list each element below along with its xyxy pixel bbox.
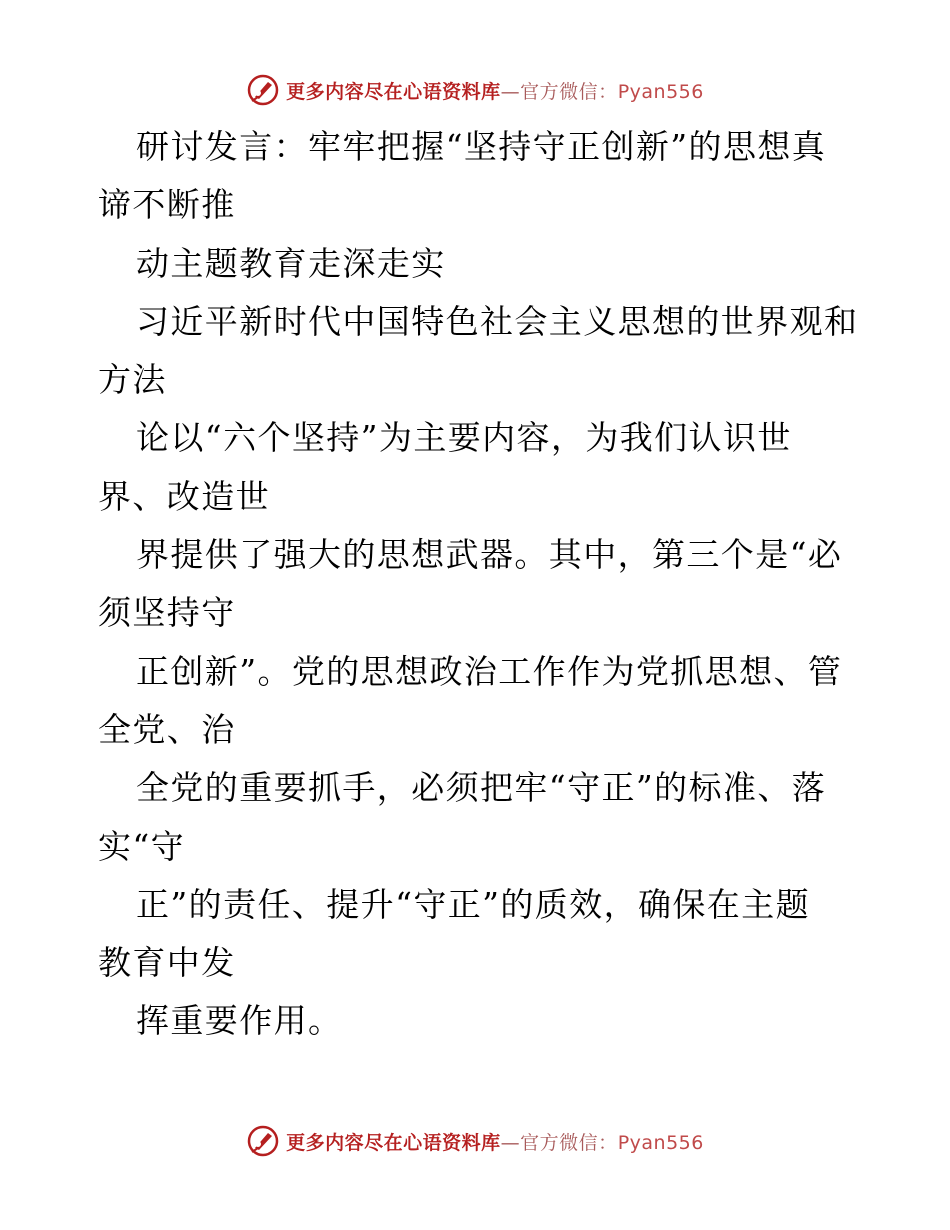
text-line: 论以“六个坚持”为主要内容，为我们认识世 — [136, 418, 792, 458]
watermark-wechat-id: Pyan556 — [617, 80, 704, 103]
text-line: 教育中发 — [98, 943, 236, 983]
watermark-wechat-label: 官方微信： — [520, 80, 618, 103]
text-line: 习近平新时代中国特色社会主义思想的世界观和 — [136, 301, 859, 341]
text-line: 研讨发言：牢牢把握“坚持守正创新”的思想真 — [136, 127, 827, 166]
text-line: 正创新”。党的思想政治工作作为党抓思想、管 — [136, 651, 843, 691]
watermark-site-text: 更多内容尽在心语资料库 — [286, 80, 501, 103]
header-watermark — [0, 70, 950, 110]
footer-watermark — [0, 1121, 950, 1161]
watermark-text — [286, 1128, 704, 1155]
text-line: 实“守 — [98, 826, 186, 866]
document-body — [98, 118, 858, 1051]
text-line: 谛不断推 — [98, 185, 236, 225]
watermark-separator: — — [500, 1131, 521, 1154]
text-line: 方法 — [98, 360, 167, 400]
quill-logo-icon — [246, 73, 280, 107]
text-line: 须坚持守 — [98, 593, 236, 633]
watermark-site-text: 更多内容尽在心语资料库 — [286, 1131, 501, 1154]
watermark-text — [286, 77, 704, 104]
watermark-separator: — — [500, 80, 521, 103]
quill-logo-icon — [246, 1124, 280, 1158]
text-line: 动主题教育走深走实 — [136, 243, 446, 283]
watermark-wechat-id: Pyan556 — [617, 1131, 704, 1154]
text-line: 全党的重要抓手，必须把牢“守正”的标准、落 — [136, 768, 827, 808]
text-line: 界提供了强大的思想武器。其中，第三个是“必 — [136, 535, 843, 575]
text-line: 界、改造世 — [98, 476, 270, 516]
text-line: 挥重要作用。 — [136, 1001, 343, 1041]
text-line: 正”的责任、提升“守正”的质效，确保在主题 — [136, 884, 811, 924]
text-line: 全党、治 — [98, 709, 236, 749]
watermark-wechat-label: 官方微信： — [520, 1131, 618, 1154]
